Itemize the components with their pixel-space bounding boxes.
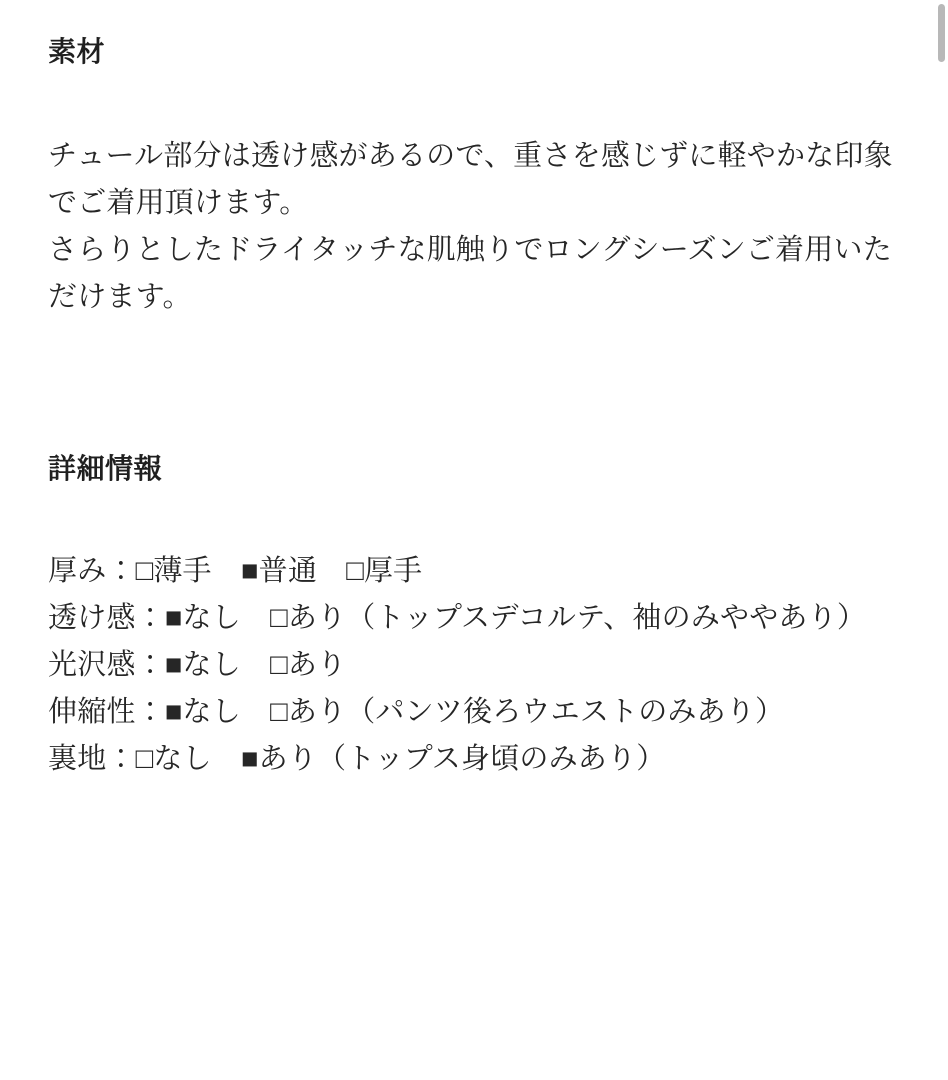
section-heading-material: 素材 — [48, 36, 106, 67]
spec-item-gloss: 光沢感：■なし □あり — [48, 649, 347, 682]
details-spec-list — [48, 548, 900, 783]
details-section — [48, 449, 900, 783]
vertical-scrollbar[interactable] — [934, 0, 948, 1080]
scrollbar-thumb[interactable] — [938, 4, 945, 62]
section-heading-details: 詳細情報 — [48, 453, 163, 485]
spec-item-stretch: 伸縮性：■なし □あり（パンツ後ろウエストのみあり） — [48, 696, 785, 729]
material-section — [48, 0, 900, 321]
material-description-line-1: チュール部分は透け感があるので、重さを感じずに軽やかな印象でご着用頂けます。 — [48, 140, 893, 220]
spacer — [48, 321, 900, 449]
spec-item-lining: 裏地：□なし ■あり（トップス身頃のみあり） — [48, 743, 666, 776]
spacer — [48, 488, 900, 548]
spec-item-sheerness: 透け感：■なし □あり（トップスデコルテ、袖のみややあり） — [48, 602, 867, 635]
spacer — [48, 71, 900, 133]
spec-item-thickness: 厚み：□薄手 ■普通 □厚手 — [48, 555, 423, 588]
material-description-line-2: さらりとしたドライタッチな肌触りでロングシーズンご着用いただけます。 — [48, 234, 892, 314]
material-description — [48, 133, 900, 321]
